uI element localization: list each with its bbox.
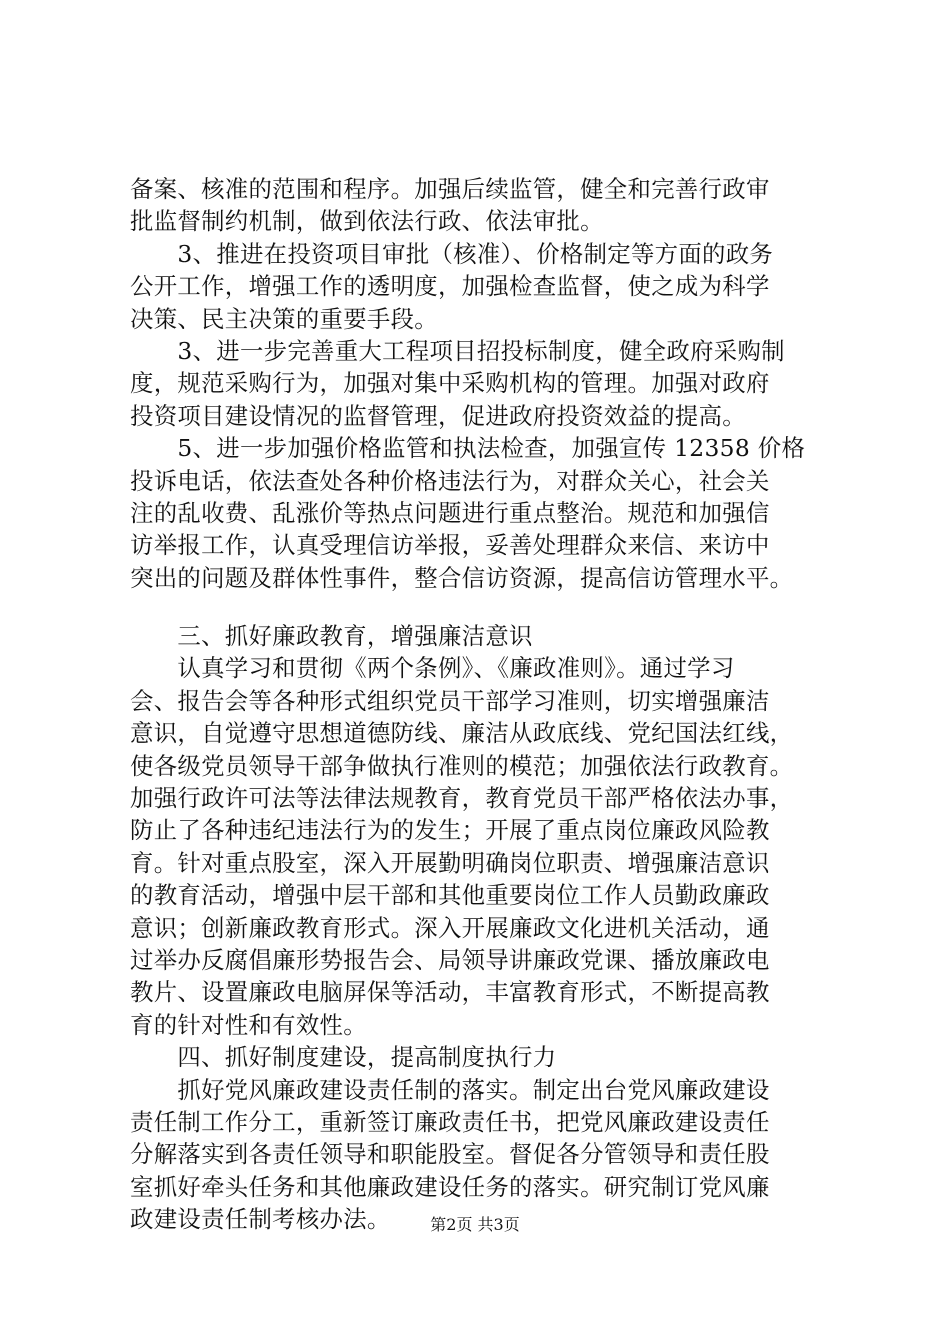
- text-line: 备案、核准的范围和程序。加强后续监管，健全和完善行政审: [130, 175, 770, 203]
- text-line: 公开工作，增强工作的透明度，加强检查监督，使之成为科学: [130, 272, 770, 301]
- text-line: 的教育活动，增强中层干部和其他重要岗位工作人员勤政廉政: [130, 881, 770, 910]
- text-line: 意识，自觉遵守思想道德防线、廉洁从政底线、党纪国法红线，: [130, 719, 794, 748]
- text-line: 3、推进在投资项目审批（核准）、价格制定等方面的政务: [130, 239, 774, 268]
- text-line: 育的针对性和有效性。: [130, 1010, 367, 1039]
- text-line: 会、报告会等各种形式组织党员干部学习准则，切实增强廉洁: [130, 686, 770, 715]
- paragraph-block-2: [130, 620, 830, 1235]
- text-line: 室抓好牵头任务和其他廉政建设任务的落实。研究制订党风廉: [130, 1172, 770, 1201]
- text-line: 教片、设置廉政电脑屏保等活动，丰富教育形式，不断提高教: [130, 978, 770, 1007]
- text-line: 意识；创新廉政教育形式。深入开展廉政文化进机关活动，通: [130, 913, 770, 942]
- paragraph-block-1: [130, 173, 830, 594]
- text-line: 批监督制约机制，做到依法行政、依法审批。: [130, 207, 604, 236]
- text-line: 责任制工作分工，重新签订廉政责任书，把党风廉政建设责任: [130, 1107, 770, 1136]
- page-footer: 第2页 共3页: [430, 1215, 520, 1234]
- text-line: 5、进一步加强价格监管和执法检查，加强宣传 12358 价格: [130, 434, 806, 463]
- section-heading: 四、抓好制度建设，提高制度执行力: [130, 1043, 557, 1072]
- text-line: 加强行政许可法等法律法规教育，教育党员干部严格依法办事，: [130, 784, 794, 813]
- document-body: [130, 173, 830, 1236]
- text-line: 突出的问题及群体性事件，整合信访资源，提高信访管理水平。: [130, 563, 794, 592]
- paragraph-gap: [130, 594, 830, 620]
- section-heading: 三、抓好廉政教育，增强廉洁意识: [130, 622, 533, 651]
- text-line: 抓好党风廉政建设责任制的落实。制定出台党风廉政建设: [130, 1075, 770, 1104]
- text-line: 注的乱收费、乱涨价等热点问题进行重点整治。规范和加强信: [130, 498, 770, 527]
- text-line: 分解落实到各责任领导和职能股室。督促各分管领导和责任股: [130, 1140, 770, 1169]
- text-line: 访举报工作，认真受理信访举报，妥善处理群众来信、来访中: [130, 531, 770, 560]
- text-line: 防止了各种违纪违法行为的发生；开展了重点岗位廉政风险教: [130, 816, 770, 845]
- text-line: 政建设责任制考核办法。: [130, 1205, 391, 1234]
- text-line: 投诉电话，依法查处各种价格违法行为，对群众关心，社会关: [130, 466, 770, 495]
- text-line: 认真学习和贯彻《两个条例》、《廉政准则》。通过学习: [130, 654, 735, 683]
- text-line: 决策、民主决策的重要手段。: [130, 304, 438, 333]
- text-line: 过举办反腐倡廉形势报告会、局领导讲廉政党课、播放廉政电: [130, 945, 770, 974]
- text-line: 使各级党员领导干部争做执行准则的模范；加强依法行政教育。: [130, 751, 794, 780]
- text-line: 育。针对重点股室，深入开展勤明确岗位职责、增强廉洁意识: [130, 848, 770, 877]
- text-line: 度，规范采购行为，加强对集中采购机构的管理。加强对政府: [130, 369, 770, 398]
- text-line: 3、进一步完善重大工程项目招投标制度，健全政府采购制: [130, 336, 785, 365]
- text-line: 投资项目建设情况的监督管理，促进政府投资效益的提高。: [130, 401, 746, 430]
